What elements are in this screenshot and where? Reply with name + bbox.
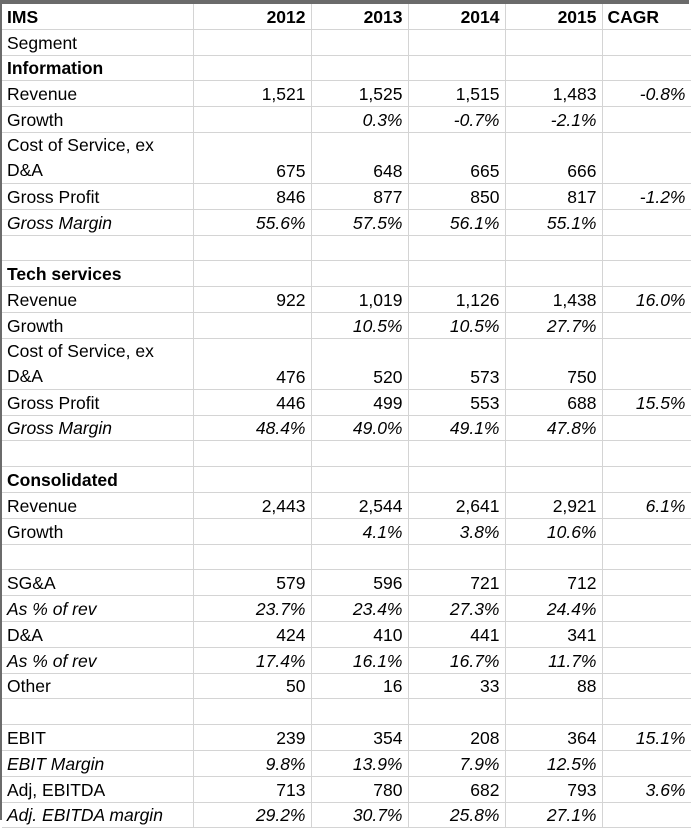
cagr-cell[interactable]	[602, 55, 691, 81]
value-cell[interactable]: 33	[408, 673, 505, 699]
cagr-cell[interactable]	[602, 570, 691, 596]
value-cell[interactable]: 721	[408, 570, 505, 596]
value-cell[interactable]: 1,515	[408, 81, 505, 107]
cagr-cell[interactable]	[602, 209, 691, 235]
value-cell[interactable]: 1,483	[505, 81, 602, 107]
value-cell[interactable]	[311, 441, 408, 467]
value-cell[interactable]: 12.5%	[505, 750, 602, 776]
table-row	[2, 235, 691, 261]
row-label-cell[interactable]: Segment	[2, 29, 193, 55]
cagr-cell[interactable]	[602, 518, 691, 544]
row-label-cell[interactable]: Growth	[2, 107, 193, 133]
value-cell[interactable]	[311, 29, 408, 55]
value-cell[interactable]: 50	[193, 673, 311, 699]
value-cell[interactable]: 520	[311, 338, 408, 389]
row-label-cell[interactable]	[2, 441, 193, 467]
cagr-cell[interactable]: -1.2%	[602, 183, 691, 209]
value-cell[interactable]: 239	[193, 725, 311, 751]
header-title-cell[interactable]: IMS	[2, 4, 193, 29]
table-row	[2, 415, 691, 441]
cagr-cell[interactable]	[602, 338, 691, 389]
table-row	[2, 81, 691, 107]
value-cell[interactable]	[505, 29, 602, 55]
row-label-cell[interactable]: D&A	[2, 621, 193, 647]
table-row	[2, 55, 691, 81]
value-cell[interactable]: -2.1%	[505, 107, 602, 133]
value-cell[interactable]: 682	[408, 776, 505, 802]
cagr-cell[interactable]	[602, 261, 691, 287]
table-row	[2, 467, 691, 493]
cagr-cell[interactable]	[602, 312, 691, 338]
value-cell[interactable]	[408, 544, 505, 570]
row-label-cell[interactable]: Adj, EBITDA	[2, 776, 193, 802]
cagr-cell[interactable]	[602, 29, 691, 55]
table-row	[2, 132, 691, 183]
value-cell[interactable]: 675	[193, 132, 311, 183]
table-body	[2, 29, 691, 828]
header-year-cell[interactable]: 2015	[505, 4, 602, 29]
value-cell[interactable]: 10.6%	[505, 518, 602, 544]
table-row	[2, 312, 691, 338]
row-label-cell[interactable]: Cost of Service, ex D&A	[2, 338, 193, 389]
value-cell[interactable]: 47.8%	[505, 415, 602, 441]
row-label-cell[interactable]: Information	[2, 55, 193, 81]
row-label-cell[interactable]	[2, 544, 193, 570]
value-cell[interactable]: 16	[311, 673, 408, 699]
value-cell[interactable]: 446	[193, 389, 311, 415]
value-cell[interactable]: 2,921	[505, 492, 602, 518]
value-cell[interactable]	[505, 55, 602, 81]
cagr-cell[interactable]	[602, 467, 691, 493]
value-cell[interactable]: 850	[408, 183, 505, 209]
table-row	[2, 261, 691, 287]
row-label-cell[interactable]	[2, 235, 193, 261]
header-year-cell[interactable]: 2013	[311, 4, 408, 29]
row-label-cell[interactable]: Consolidated	[2, 467, 193, 493]
value-cell[interactable]	[408, 261, 505, 287]
cagr-cell[interactable]	[602, 235, 691, 261]
value-cell[interactable]: 23.4%	[311, 596, 408, 622]
value-cell[interactable]	[193, 235, 311, 261]
value-cell[interactable]: 1,438	[505, 287, 602, 313]
row-label-cell[interactable]: Gross Margin	[2, 209, 193, 235]
value-cell[interactable]: 49.1%	[408, 415, 505, 441]
value-cell[interactable]	[311, 261, 408, 287]
value-cell[interactable]	[193, 699, 311, 725]
value-cell[interactable]: 27.3%	[408, 596, 505, 622]
cagr-cell[interactable]	[602, 132, 691, 183]
value-cell[interactable]	[311, 55, 408, 81]
table-row	[2, 750, 691, 776]
value-cell[interactable]	[311, 467, 408, 493]
value-cell[interactable]: 55.1%	[505, 209, 602, 235]
table-row	[2, 389, 691, 415]
value-cell[interactable]	[408, 55, 505, 81]
value-cell[interactable]: 48.4%	[193, 415, 311, 441]
value-cell[interactable]: 817	[505, 183, 602, 209]
row-label-cell[interactable]: Revenue	[2, 81, 193, 107]
table-row	[2, 209, 691, 235]
cagr-cell[interactable]	[602, 415, 691, 441]
value-cell[interactable]: 341	[505, 621, 602, 647]
row-label-cell[interactable]: Growth	[2, 518, 193, 544]
value-cell[interactable]	[408, 29, 505, 55]
header-year-cell[interactable]: 2012	[193, 4, 311, 29]
cagr-cell[interactable]	[602, 596, 691, 622]
value-cell[interactable]: 57.5%	[311, 209, 408, 235]
value-cell[interactable]	[408, 235, 505, 261]
value-cell[interactable]: 780	[311, 776, 408, 802]
value-cell[interactable]	[505, 544, 602, 570]
table-row	[2, 621, 691, 647]
value-cell[interactable]: 7.9%	[408, 750, 505, 776]
table-row	[2, 699, 691, 725]
table-row	[2, 29, 691, 55]
value-cell[interactable]: 1,126	[408, 287, 505, 313]
value-cell[interactable]: 441	[408, 621, 505, 647]
table-row	[2, 647, 691, 673]
value-cell[interactable]: 9.8%	[193, 750, 311, 776]
value-cell[interactable]: 23.7%	[193, 596, 311, 622]
header-year-cell[interactable]: 2014	[408, 4, 505, 29]
value-cell[interactable]: 922	[193, 287, 311, 313]
value-cell[interactable]: 648	[311, 132, 408, 183]
value-cell[interactable]: 364	[505, 725, 602, 751]
value-cell[interactable]	[505, 467, 602, 493]
row-label-cell[interactable]	[2, 699, 193, 725]
header-cagr-cell[interactable]: CAGR	[602, 4, 691, 29]
value-cell[interactable]: 354	[311, 725, 408, 751]
value-cell[interactable]: 424	[193, 621, 311, 647]
value-cell[interactable]: 688	[505, 389, 602, 415]
value-cell[interactable]: 3.8%	[408, 518, 505, 544]
row-label-cell[interactable]: Growth	[2, 312, 193, 338]
row-label-cell[interactable]: EBIT	[2, 725, 193, 751]
row-label-cell[interactable]: Other	[2, 673, 193, 699]
value-cell[interactable]	[505, 261, 602, 287]
value-cell[interactable]: 846	[193, 183, 311, 209]
value-cell[interactable]: 29.2%	[193, 802, 311, 828]
value-cell[interactable]: 666	[505, 132, 602, 183]
cagr-cell[interactable]	[602, 107, 691, 133]
row-label-cell[interactable]: As % of rev	[2, 596, 193, 622]
value-cell[interactable]: 665	[408, 132, 505, 183]
value-cell[interactable]: 0.3%	[311, 107, 408, 133]
value-cell[interactable]: 25.8%	[408, 802, 505, 828]
table-row	[2, 107, 691, 133]
table-row	[2, 544, 691, 570]
table-row	[2, 183, 691, 209]
cagr-cell[interactable]: 15.1%	[602, 725, 691, 751]
row-label-cell[interactable]: As % of rev	[2, 647, 193, 673]
cagr-cell[interactable]	[602, 750, 691, 776]
table-row	[2, 596, 691, 622]
value-cell[interactable]: 16.1%	[311, 647, 408, 673]
value-cell[interactable]: 1,525	[311, 81, 408, 107]
value-cell[interactable]: 596	[311, 570, 408, 596]
cagr-cell[interactable]	[602, 699, 691, 725]
header-row	[2, 4, 691, 29]
value-cell[interactable]	[193, 544, 311, 570]
value-cell[interactable]	[193, 518, 311, 544]
value-cell[interactable]: 410	[311, 621, 408, 647]
value-cell[interactable]: 712	[505, 570, 602, 596]
cagr-cell[interactable]	[602, 441, 691, 467]
row-label-cell[interactable]: SG&A	[2, 570, 193, 596]
value-cell[interactable]: 553	[408, 389, 505, 415]
value-cell[interactable]: 793	[505, 776, 602, 802]
value-cell[interactable]: 88	[505, 673, 602, 699]
value-cell[interactable]	[311, 235, 408, 261]
value-cell[interactable]: -0.7%	[408, 107, 505, 133]
cagr-cell[interactable]	[602, 647, 691, 673]
value-cell[interactable]: 10.5%	[408, 312, 505, 338]
value-cell[interactable]	[408, 467, 505, 493]
value-cell[interactable]: 16.7%	[408, 647, 505, 673]
cagr-cell[interactable]: 15.5%	[602, 389, 691, 415]
row-label-cell[interactable]: Cost of Service, ex D&A	[2, 132, 193, 183]
value-cell[interactable]	[505, 441, 602, 467]
value-cell[interactable]	[193, 441, 311, 467]
row-label-cell[interactable]: Gross Profit	[2, 183, 193, 209]
value-cell[interactable]: 56.1%	[408, 209, 505, 235]
row-label-cell[interactable]: Gross Margin	[2, 415, 193, 441]
table-row	[2, 441, 691, 467]
value-cell[interactable]: 877	[311, 183, 408, 209]
value-cell[interactable]	[408, 441, 505, 467]
value-cell[interactable]: 27.1%	[505, 802, 602, 828]
row-label-cell[interactable]: Tech services	[2, 261, 193, 287]
cagr-cell[interactable]: 6.1%	[602, 492, 691, 518]
value-cell[interactable]	[193, 29, 311, 55]
cagr-cell[interactable]	[602, 802, 691, 828]
value-cell[interactable]: 11.7%	[505, 647, 602, 673]
value-cell[interactable]: 49.0%	[311, 415, 408, 441]
value-cell[interactable]: 208	[408, 725, 505, 751]
value-cell[interactable]	[193, 467, 311, 493]
cagr-cell[interactable]: 3.6%	[602, 776, 691, 802]
value-cell[interactable]	[408, 699, 505, 725]
value-cell[interactable]: 24.4%	[505, 596, 602, 622]
value-cell[interactable]: 4.1%	[311, 518, 408, 544]
cagr-cell[interactable]: 16.0%	[602, 287, 691, 313]
table-row	[2, 802, 691, 828]
value-cell[interactable]	[505, 699, 602, 725]
cagr-cell[interactable]	[602, 621, 691, 647]
row-label-cell[interactable]: Revenue	[2, 287, 193, 313]
row-label-cell[interactable]: Adj. EBITDA margin	[2, 802, 193, 828]
value-cell[interactable]: 1,019	[311, 287, 408, 313]
value-cell[interactable]: 17.4%	[193, 647, 311, 673]
value-cell[interactable]	[193, 312, 311, 338]
value-cell[interactable]: 55.6%	[193, 209, 311, 235]
value-cell[interactable]	[311, 544, 408, 570]
table-row	[2, 570, 691, 596]
value-cell[interactable]: 573	[408, 338, 505, 389]
cagr-cell[interactable]: -0.8%	[602, 81, 691, 107]
value-cell[interactable]	[193, 107, 311, 133]
row-label-cell[interactable]: Revenue	[2, 492, 193, 518]
value-cell[interactable]: 1,521	[193, 81, 311, 107]
value-cell[interactable]	[193, 261, 311, 287]
value-cell[interactable]: 2,544	[311, 492, 408, 518]
value-cell[interactable]: 2,443	[193, 492, 311, 518]
value-cell[interactable]	[505, 235, 602, 261]
table-row	[2, 492, 691, 518]
table-row	[2, 287, 691, 313]
value-cell[interactable]: 27.7%	[505, 312, 602, 338]
value-cell[interactable]	[193, 55, 311, 81]
table-row	[2, 673, 691, 699]
value-cell[interactable]: 499	[311, 389, 408, 415]
table-row	[2, 725, 691, 751]
table-row	[2, 518, 691, 544]
table-row	[2, 338, 691, 389]
value-cell[interactable]	[311, 699, 408, 725]
value-cell[interactable]: 750	[505, 338, 602, 389]
table-row	[2, 776, 691, 802]
value-cell[interactable]: 10.5%	[311, 312, 408, 338]
financial-table	[2, 4, 691, 828]
row-label-cell[interactable]: EBIT Margin	[2, 750, 193, 776]
cagr-cell[interactable]	[602, 544, 691, 570]
value-cell[interactable]: 2,641	[408, 492, 505, 518]
value-cell[interactable]: 30.7%	[311, 802, 408, 828]
value-cell[interactable]: 476	[193, 338, 311, 389]
row-label-cell[interactable]: Gross Profit	[2, 389, 193, 415]
value-cell[interactable]: 579	[193, 570, 311, 596]
value-cell[interactable]: 713	[193, 776, 311, 802]
cagr-cell[interactable]	[602, 673, 691, 699]
value-cell[interactable]: 13.9%	[311, 750, 408, 776]
